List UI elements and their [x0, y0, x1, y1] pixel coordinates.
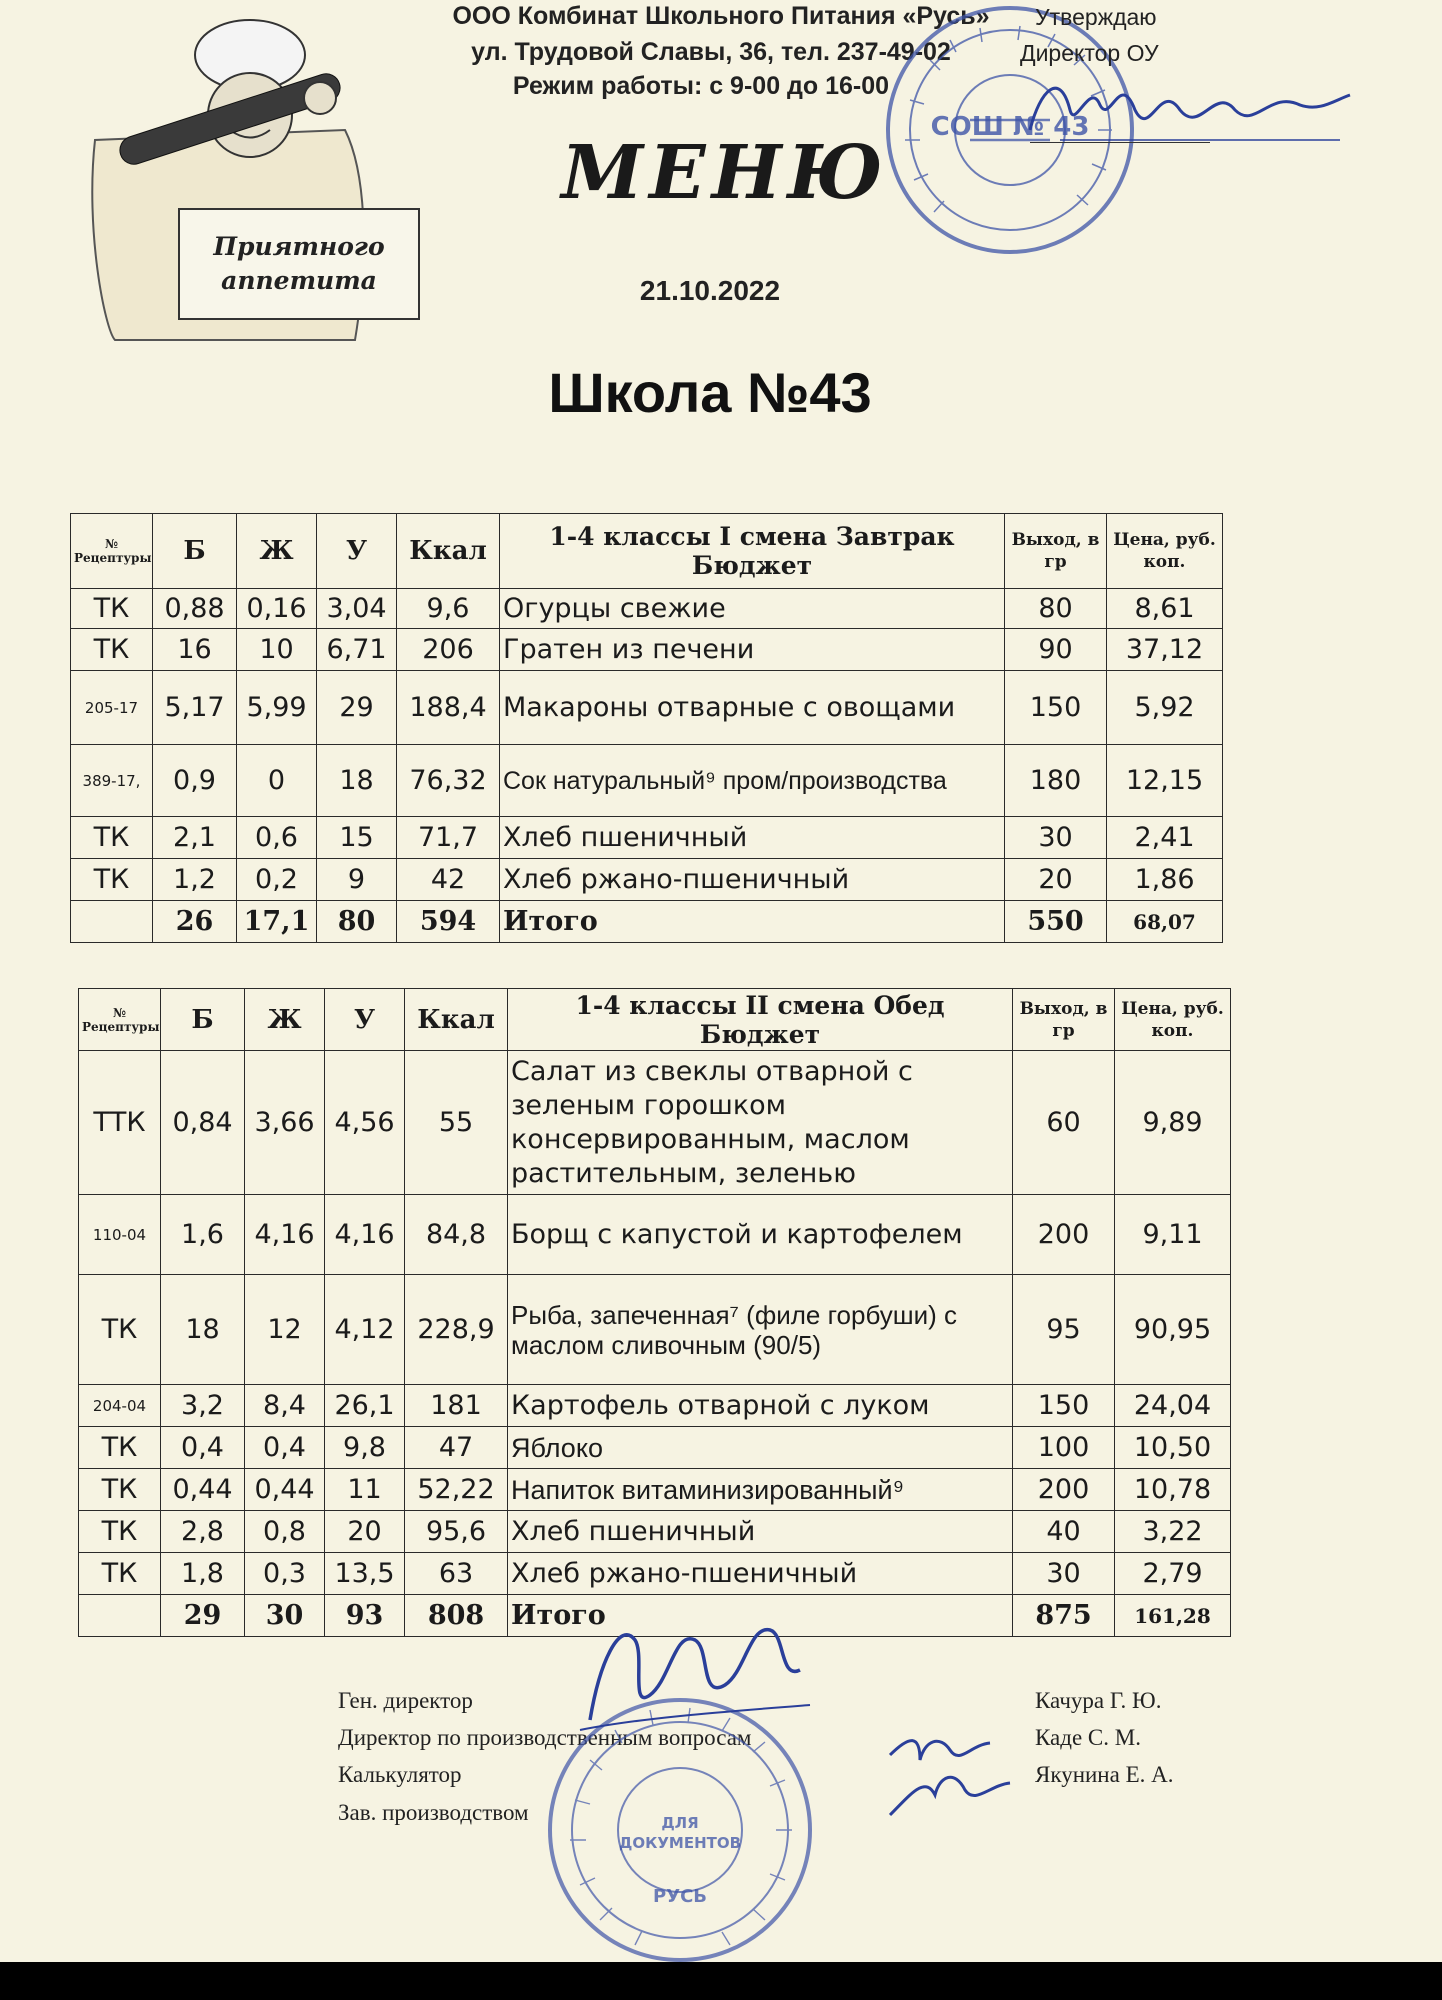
menu-title: МЕНЮ [561, 130, 889, 216]
cell-fat: 0,3 [245, 1553, 325, 1595]
cell-code: ТК [79, 1427, 161, 1469]
cell-dish: Борщ с капустой и картофелем [508, 1195, 1013, 1275]
cell-dish: Гратен из печени [500, 629, 1005, 671]
cell-protein: 1,8 [161, 1553, 245, 1595]
cell-price: 2,79 [1115, 1553, 1231, 1595]
table-row [71, 859, 1223, 901]
cell-price: 24,04 [1115, 1385, 1231, 1427]
cell-kcal: 181 [405, 1385, 508, 1427]
cell-fat: 0,6 [237, 817, 317, 859]
working-hours: Режим работы: с 9-00 до 16-00 [512, 72, 890, 100]
cell-kcal: 76,32 [397, 745, 500, 817]
table-total-row [71, 901, 1223, 943]
header-section: 1-4 классы II смена Обед Бюджет [508, 989, 1013, 1051]
chef-logo [75, 10, 385, 345]
cell-carbs: 11 [325, 1469, 405, 1511]
header-fat: Ж [237, 514, 317, 589]
total-price: 68,07 [1107, 901, 1223, 943]
cell-kcal: 188,4 [397, 671, 500, 745]
cell-code: ТК [79, 1553, 161, 1595]
cell-code: ТК [71, 629, 153, 671]
cell-carbs: 9 [317, 859, 397, 901]
cell-carbs: 13,5 [325, 1553, 405, 1595]
header-code: № Рецептуры [79, 989, 161, 1051]
cell-price: 3,22 [1115, 1511, 1231, 1553]
name-production-director: Каде С. М. [1035, 1725, 1141, 1750]
total-label: Итого [500, 901, 1005, 943]
cell-kcal: 55 [405, 1051, 508, 1195]
header-protein: Б [153, 514, 237, 589]
total-carbs: 80 [317, 901, 397, 943]
name-general-director: Качура Г. Ю. [1035, 1688, 1162, 1713]
cell-price: 37,12 [1107, 629, 1223, 671]
cell-fat: 0,44 [245, 1469, 325, 1511]
cell-weight: 30 [1005, 817, 1107, 859]
logo-line-2: аппетита [221, 266, 377, 295]
cell-code: 110-04 [79, 1195, 161, 1275]
cell-protein: 18 [161, 1275, 245, 1385]
cell-fat: 0,4 [245, 1427, 325, 1469]
table-header-row [71, 514, 1223, 589]
cell-price: 10,78 [1115, 1469, 1231, 1511]
cell-code: 205-17 [71, 671, 153, 745]
cell-price: 12,15 [1107, 745, 1223, 817]
cell-protein: 2,1 [153, 817, 237, 859]
cell-fat: 0,8 [245, 1511, 325, 1553]
cell-dish: Макароны отварные с овощами [500, 671, 1005, 745]
cell-kcal: 84,8 [405, 1195, 508, 1275]
header-price: Цена, руб. коп. [1115, 989, 1231, 1051]
header-code: № Рецептуры [71, 514, 153, 589]
cell-code: ТК [71, 859, 153, 901]
table-header-row [79, 989, 1231, 1051]
header-kcal: Ккал [405, 989, 508, 1051]
approve-label: Утверждаю [1035, 4, 1157, 30]
cell-code: 389-17, [71, 745, 153, 817]
cell-price: 5,92 [1107, 671, 1223, 745]
logo-plate [178, 208, 420, 320]
table-row [71, 589, 1223, 629]
cell-price: 10,50 [1115, 1427, 1231, 1469]
cell-weight: 60 [1013, 1051, 1115, 1195]
name-calculator: Якунина Е. А. [1035, 1762, 1174, 1787]
school-name: Школа №43 [548, 361, 872, 424]
table-row [71, 671, 1223, 745]
header-section: 1-4 классы I смена Завтрак Бюджет [500, 514, 1005, 589]
cell-carbs: 15 [317, 817, 397, 859]
approve-role: Директор ОУ [1020, 40, 1159, 66]
menu-date: 21.10.2022 [639, 275, 781, 306]
cell-weight: 20 [1005, 859, 1107, 901]
total-kcal: 594 [397, 901, 500, 943]
header-fat: Ж [245, 989, 325, 1051]
cell-dish: Яблоко [508, 1427, 1013, 1469]
general-director-signature-icon [560, 1600, 820, 1750]
cell-dish: Напиток витаминизированный⁹ [508, 1469, 1013, 1511]
lunch-table [78, 988, 1231, 1637]
total-protein: 29 [161, 1595, 245, 1637]
cell-carbs: 4,56 [325, 1051, 405, 1195]
cell-weight: 90 [1005, 629, 1107, 671]
cell-code: ТК [71, 817, 153, 859]
header-weight: Выход, в гр [1005, 514, 1107, 589]
table-row [79, 1275, 1231, 1385]
cell-carbs: 26,1 [325, 1385, 405, 1427]
cell-dish: Салат из свеклы отварной с зеленым горошком консервированным, маслом растительным, зеленью [508, 1051, 1013, 1195]
cell-empty [79, 1595, 161, 1637]
cell-kcal: 52,22 [405, 1469, 508, 1511]
cell-carbs: 6,71 [317, 629, 397, 671]
cell-dish: Хлеб пшеничный [500, 817, 1005, 859]
cell-kcal: 228,9 [405, 1275, 508, 1385]
cell-protein: 0,44 [161, 1469, 245, 1511]
table-row [79, 1427, 1231, 1469]
cell-kcal: 206 [397, 629, 500, 671]
role-general-director: Ген. директор [338, 1688, 473, 1713]
cell-carbs: 4,12 [325, 1275, 405, 1385]
cell-dish: Хлеб ржано-пшеничный [500, 859, 1005, 901]
cell-carbs: 9,8 [325, 1427, 405, 1469]
cell-protein: 5,17 [153, 671, 237, 745]
cell-dish: Огурцы свежие [500, 589, 1005, 629]
cell-kcal: 63 [405, 1553, 508, 1595]
svg-text:ДОКУМЕНТОВ: ДОКУМЕНТОВ [618, 1834, 742, 1852]
cell-price: 1,86 [1107, 859, 1223, 901]
logo-line-1: Приятного [213, 232, 385, 261]
table-row [79, 1469, 1231, 1511]
total-carbs: 93 [325, 1595, 405, 1637]
cell-fat: 0 [237, 745, 317, 817]
table-row [79, 1051, 1231, 1195]
total-price: 161,28 [1115, 1595, 1231, 1637]
cell-weight: 200 [1013, 1195, 1115, 1275]
cell-protein: 1,2 [153, 859, 237, 901]
cell-protein: 2,8 [161, 1511, 245, 1553]
cell-protein: 3,2 [161, 1385, 245, 1427]
cell-carbs: 18 [317, 745, 397, 817]
cell-dish: Рыба, запеченная⁷ (филе горбуши) с маслом сливочным (90/5) [508, 1275, 1013, 1385]
header-protein: Б [161, 989, 245, 1051]
cell-dish: Хлеб ржано-пшеничный [508, 1553, 1013, 1595]
cell-fat: 8,4 [245, 1385, 325, 1427]
cell-price: 8,61 [1107, 589, 1223, 629]
total-weight: 550 [1005, 901, 1107, 943]
cell-empty [71, 901, 153, 943]
scan-border [0, 1962, 1442, 2000]
header-weight: Выход, в гр [1013, 989, 1115, 1051]
table-row [79, 1553, 1231, 1595]
cell-carbs: 29 [317, 671, 397, 745]
cell-price: 9,89 [1115, 1051, 1231, 1195]
cell-protein: 0,9 [153, 745, 237, 817]
cell-price: 9,11 [1115, 1195, 1231, 1275]
cell-weight: 180 [1005, 745, 1107, 817]
cell-weight: 150 [1013, 1385, 1115, 1427]
cell-code: ТТК [79, 1051, 161, 1195]
cell-weight: 200 [1013, 1469, 1115, 1511]
role-production-head: Зав. производством [338, 1800, 529, 1825]
cell-weight: 95 [1013, 1275, 1115, 1385]
calculator-signature-icon [880, 1715, 1020, 1835]
cell-fat: 0,2 [237, 859, 317, 901]
header-carbs: У [317, 514, 397, 589]
total-label: Итого [508, 1595, 1013, 1637]
company-name: ООО Комбинат Школьного Питания «Русь» [452, 2, 990, 30]
cell-dish: Картофель отварной с луком [508, 1385, 1013, 1427]
cell-weight: 40 [1013, 1511, 1115, 1553]
table-row [79, 1511, 1231, 1553]
total-kcal: 808 [405, 1595, 508, 1637]
total-protein: 26 [153, 901, 237, 943]
cell-dish: Хлеб пшеничный [508, 1511, 1013, 1553]
cell-fat: 10 [237, 629, 317, 671]
table-row [71, 817, 1223, 859]
cell-kcal: 47 [405, 1427, 508, 1469]
table-row [71, 745, 1223, 817]
cell-fat: 5,99 [237, 671, 317, 745]
cell-dish: Сок натуральный⁹ пром/производства [500, 745, 1005, 817]
cell-protein: 1,6 [161, 1195, 245, 1275]
cell-carbs: 4,16 [325, 1195, 405, 1275]
svg-text:РУСЬ: РУСЬ [653, 1886, 707, 1907]
cell-code: ТК [71, 589, 153, 629]
cell-carbs: 20 [325, 1511, 405, 1553]
header-price: Цена, руб. коп. [1107, 514, 1223, 589]
cell-code: ТК [79, 1511, 161, 1553]
table-row [79, 1195, 1231, 1275]
cell-code: 204-04 [79, 1385, 161, 1427]
breakfast-table [70, 513, 1223, 943]
cell-protein: 0,88 [153, 589, 237, 629]
cell-fat: 12 [245, 1275, 325, 1385]
table-row [71, 629, 1223, 671]
cell-weight: 100 [1013, 1427, 1115, 1469]
cell-protein: 0,4 [161, 1427, 245, 1469]
cell-kcal: 71,7 [397, 817, 500, 859]
cell-fat: 3,66 [245, 1051, 325, 1195]
company-address: ул. Трудовой Славы, 36, тел. 237-49-02 [471, 38, 951, 66]
svg-text:СОШ № 43: СОШ № 43 [930, 112, 1090, 142]
cell-fat: 4,16 [245, 1195, 325, 1275]
cell-fat: 0,16 [237, 589, 317, 629]
svg-text:ДЛЯ: ДЛЯ [661, 1814, 699, 1832]
cell-price: 2,41 [1107, 817, 1223, 859]
cell-weight: 30 [1013, 1553, 1115, 1595]
cell-weight: 150 [1005, 671, 1107, 745]
approve-signature-line [1030, 142, 1210, 143]
cell-protein: 16 [153, 629, 237, 671]
cell-kcal: 95,6 [405, 1511, 508, 1553]
total-fat: 17,1 [237, 901, 317, 943]
header-kcal: Ккал [397, 514, 500, 589]
cell-price: 90,95 [1115, 1275, 1231, 1385]
cell-weight: 80 [1005, 589, 1107, 629]
total-weight: 875 [1013, 1595, 1115, 1637]
cell-carbs: 3,04 [317, 589, 397, 629]
total-fat: 30 [245, 1595, 325, 1637]
header-carbs: У [325, 989, 405, 1051]
role-calculator: Калькулятор [338, 1762, 462, 1787]
table-row [79, 1385, 1231, 1427]
cell-code: ТК [79, 1469, 161, 1511]
role-production-director: Директор по производственным вопросам [338, 1725, 752, 1750]
cell-protein: 0,84 [161, 1051, 245, 1195]
cell-code: ТК [79, 1275, 161, 1385]
cell-kcal: 42 [397, 859, 500, 901]
cell-kcal: 9,6 [397, 589, 500, 629]
